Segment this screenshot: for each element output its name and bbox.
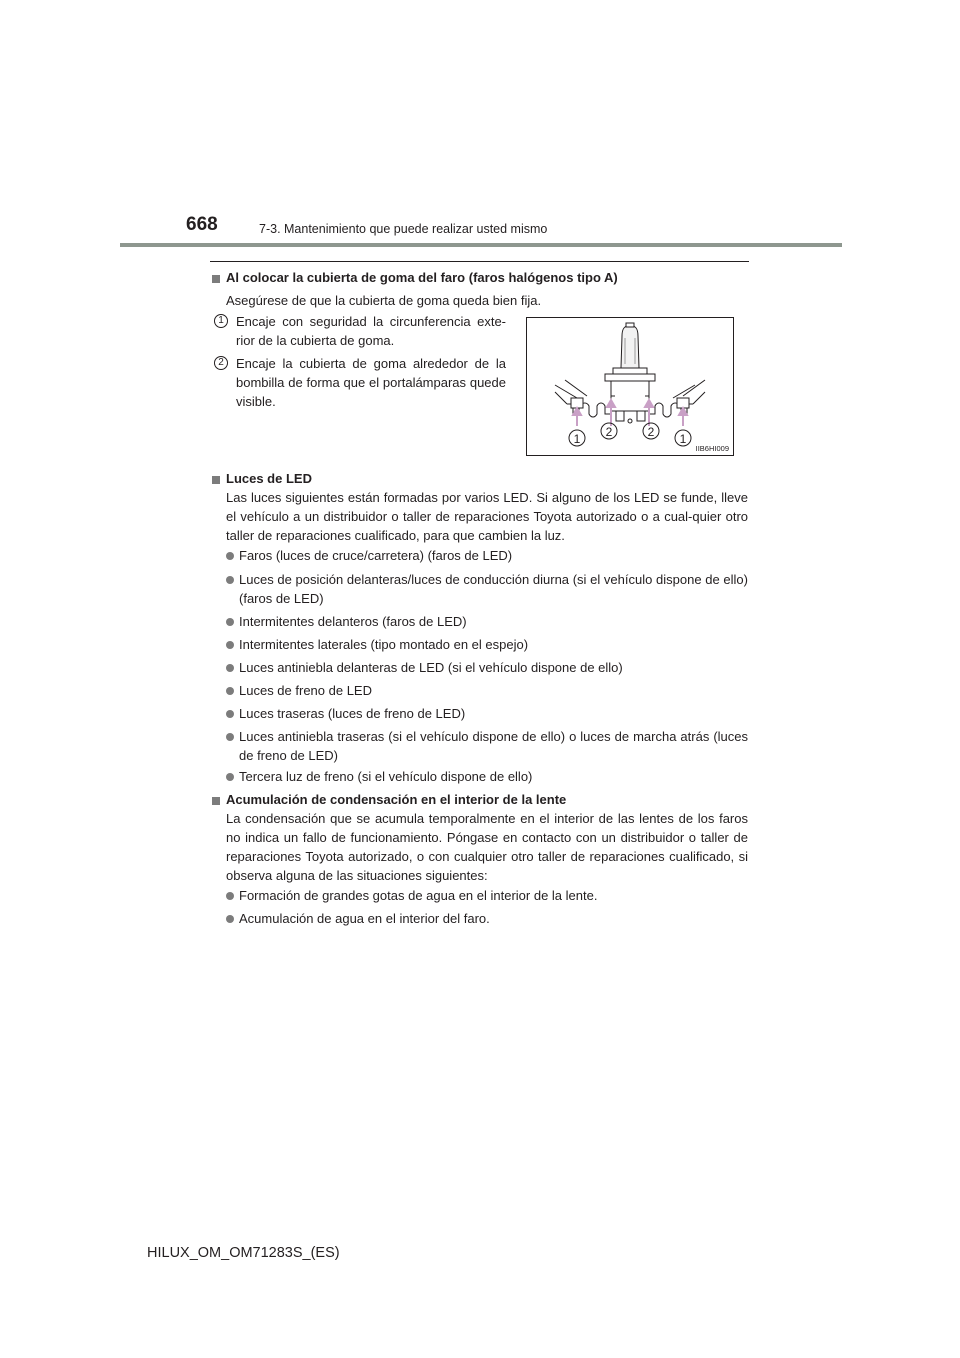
led-list-item: Luces de freno de LED: [239, 683, 372, 698]
round-bullet-icon: [226, 576, 234, 584]
content-rule: [210, 261, 749, 262]
round-bullet-icon: [226, 773, 234, 781]
led-list-item: Intermitentes delanteros (faros de LED): [239, 614, 467, 629]
section-intro-led-lights: Las luces siguientes están formadas por varios LED. Si alguno de los LED se funde, lleve el vehículo a un distribuidor o taller de reparaciones Toyota autorizado o a cual-quier otro taller de reparaciones cualificado, para que cambien la luz.: [226, 490, 748, 543]
page-number: 668: [186, 214, 218, 235]
led-list-item: Tercera luz de freno (si el vehículo dispone de ello): [239, 769, 533, 784]
square-bullet-icon: [212, 275, 220, 283]
figure-callout-2-right: 2: [647, 425, 655, 439]
step-number-1-icon: 1: [214, 314, 228, 328]
section-heading-condensation: Acumulación de condensación en el interior de la lente: [226, 792, 567, 807]
section-intro-condensation: La condensación que se acumula temporalmente en el interior de las lentes de los faros no indica un fallo de funcionamiento. Póngase en contacto con un distribuidor o taller de reparaciones Toyota autorizado, o con cualquier otro taller de reparaciones cualificado, si observa alguna de las situaciones siguientes:: [226, 811, 748, 883]
figure-callout-1-right: 1: [679, 432, 687, 446]
section-intro-rubber-cover: Asegúrese de que la cubierta de goma queda bien fija.: [226, 293, 542, 308]
round-bullet-icon: [226, 710, 234, 718]
led-list-item: Luces antiniebla traseras (si el vehículo dispone de ello) o luces de marcha atrás (luces de freno de LED): [239, 729, 748, 763]
condensation-list-item: Acumulación de agua en el interior del faro.: [239, 911, 490, 926]
figure-code: IIB6HI009: [695, 444, 729, 453]
section-heading-rubber-cover: Al colocar la cubierta de goma del faro (faros halógenos tipo A): [226, 270, 618, 285]
step-1-text: Encaje con seguridad la circunferencia exte-rior de la cubierta de goma.: [236, 314, 506, 348]
square-bullet-icon: [212, 476, 220, 484]
led-list-item: Luces traseras (luces de freno de LED): [239, 706, 466, 721]
round-bullet-icon: [226, 915, 234, 923]
round-bullet-icon: [226, 552, 234, 560]
round-bullet-icon: [226, 641, 234, 649]
header-rule: [120, 243, 842, 247]
condensation-list-item: Formación de grandes gotas de agua en el interior de la lente.: [239, 888, 598, 903]
figure-callout-1-left: 1: [573, 432, 581, 446]
led-list-item: Faros (luces de cruce/carretera) (faros de LED): [239, 548, 513, 563]
square-bullet-icon: [212, 797, 220, 805]
section-heading-led-lights: Luces de LED: [226, 471, 312, 486]
bulb-rubber-cover-illustration: [527, 318, 733, 455]
round-bullet-icon: [226, 618, 234, 626]
round-bullet-icon: [226, 733, 234, 741]
round-bullet-icon: [226, 664, 234, 672]
step-number-2-icon: 2: [214, 356, 228, 370]
step-2-text: Encaje la cubierta de goma alrededor de la bombilla de forma que el portalámparas quede visible.: [236, 356, 506, 409]
round-bullet-icon: [226, 687, 234, 695]
led-list-item: Intermitentes laterales (tipo montado en el espejo): [239, 637, 529, 652]
document-code-footer: HILUX_OM_OM71283S_(ES): [147, 1245, 340, 1261]
round-bullet-icon: [226, 892, 234, 900]
figure-callout-2-left: 2: [605, 425, 613, 439]
led-list-item: Luces de posición delanteras/luces de conducción diurna (si el vehículo dispone de ello) (faros de LED): [239, 572, 748, 606]
section-title: 7-3. Mantenimiento que puede realizar usted mismo: [259, 222, 548, 236]
headlight-bulb-figure: [526, 317, 734, 456]
led-list-item: Luces antiniebla delanteras de LED (si el vehículo dispone de ello): [239, 660, 623, 675]
